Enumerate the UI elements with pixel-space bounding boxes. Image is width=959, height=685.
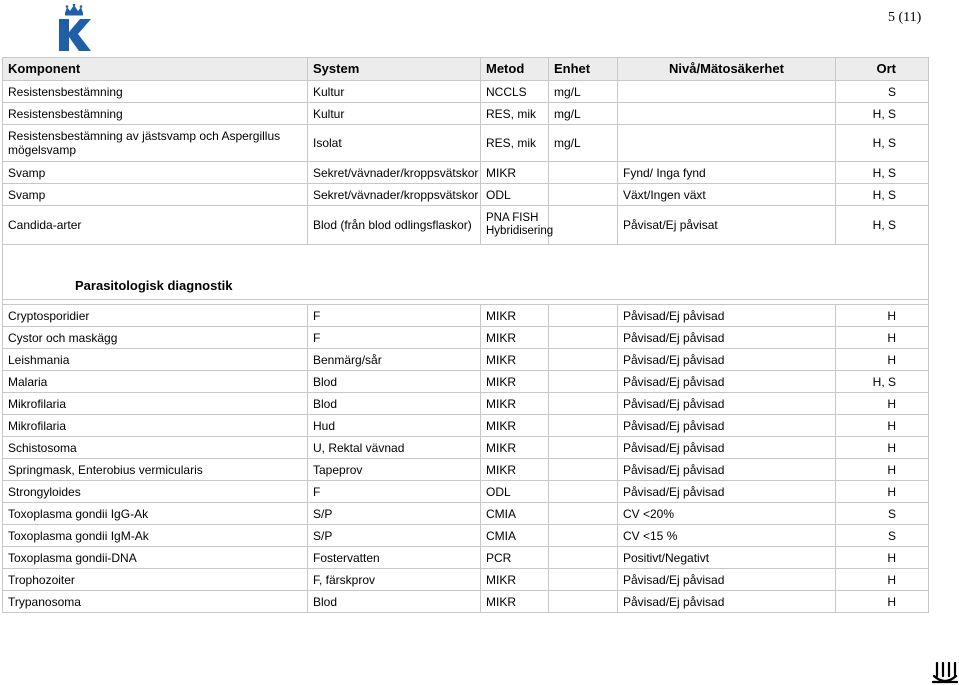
header-metod: Metod — [481, 58, 549, 81]
cell-system: Blod — [308, 393, 481, 415]
cell-ort: H, S — [836, 206, 929, 245]
cell-metod: MIKR — [481, 415, 549, 437]
cell-enhet — [549, 547, 618, 569]
cell-ort: H, S — [836, 103, 929, 125]
table-row — [3, 162, 929, 184]
table-row — [3, 459, 929, 481]
cell-system: Blod — [308, 591, 481, 613]
cell-enhet — [549, 327, 618, 349]
cell-system: Fostervatten — [308, 547, 481, 569]
cell-metod: CMIA — [481, 525, 549, 547]
cell-metod: MIKR — [481, 393, 549, 415]
cell-komponent: Mikrofilaria — [3, 393, 308, 415]
cell-niva: Växt/Ingen växt — [618, 184, 836, 206]
table-row — [3, 125, 929, 162]
cell-niva: Påvisad/Ej påvisad — [618, 327, 836, 349]
cell-komponent: Trypanosoma — [3, 591, 308, 613]
cell-system: Isolat — [308, 125, 481, 162]
cell-ort: H, S — [836, 371, 929, 393]
cell-niva — [618, 103, 836, 125]
cell-metod: MIKR — [481, 305, 549, 327]
cell-niva: Påvisad/Ej påvisad — [618, 371, 836, 393]
cell-enhet — [549, 591, 618, 613]
cell-ort: H — [836, 459, 929, 481]
cell-enhet — [549, 371, 618, 393]
header-enhet: Enhet — [549, 58, 618, 81]
cell-komponent: Trophozoiter — [3, 569, 308, 591]
cell-system: Tapeprov — [308, 459, 481, 481]
cell-metod: MIKR — [481, 591, 549, 613]
table-row — [3, 481, 929, 503]
cell-enhet — [549, 393, 618, 415]
cell-enhet — [549, 569, 618, 591]
cell-ort: H — [836, 393, 929, 415]
cell-niva: Positivt/Negativt — [618, 547, 836, 569]
cell-komponent: Resistensbestämning — [3, 81, 308, 103]
cell-system: F — [308, 305, 481, 327]
cell-komponent: Resistensbestämning av jästsvamp och Aspergillus mögelsvamp — [3, 125, 308, 162]
cell-enhet — [549, 525, 618, 547]
cell-system: F — [308, 481, 481, 503]
karolinska-footer-logo-icon — [932, 662, 958, 684]
table-row — [3, 525, 929, 547]
cell-enhet — [549, 206, 618, 245]
section-header-row — [3, 245, 929, 300]
cell-ort: H — [836, 437, 929, 459]
cell-ort: H — [836, 481, 929, 503]
cell-niva: Påvisad/Ej påvisad — [618, 415, 836, 437]
cell-komponent: Malaria — [3, 371, 308, 393]
cell-enhet — [549, 184, 618, 206]
cell-enhet — [549, 305, 618, 327]
cell-system: Kultur — [308, 103, 481, 125]
cell-enhet — [549, 459, 618, 481]
table-row — [3, 327, 929, 349]
cell-system: Blod (från blod odlingsflaskor) — [308, 206, 481, 245]
cell-metod: MIKR — [481, 162, 549, 184]
cell-niva — [618, 81, 836, 103]
cell-enhet: mg/L — [549, 125, 618, 162]
cell-niva: Påvisad/Ej påvisad — [618, 459, 836, 481]
cell-niva: CV <15 % — [618, 525, 836, 547]
parasitology-table-body — [3, 305, 929, 613]
cell-niva: Fynd/ Inga fynd — [618, 162, 836, 184]
cell-niva: Påvisad/Ej påvisad — [618, 305, 836, 327]
cell-niva: Påvisat/Ej påvisat — [618, 206, 836, 245]
cell-metod: MIKR — [481, 459, 549, 481]
cell-metod: MIKR — [481, 569, 549, 591]
table-row — [3, 103, 929, 125]
cell-niva: Påvisad/Ej påvisad — [618, 591, 836, 613]
cell-system: U, Rektal vävnad — [308, 437, 481, 459]
cell-komponent: Toxoplasma gondii IgG-Ak — [3, 503, 308, 525]
cell-ort: S — [836, 525, 929, 547]
table-row — [3, 81, 929, 103]
cell-system: S/P — [308, 525, 481, 547]
cell-metod: MIKR — [481, 437, 549, 459]
cell-niva: Påvisad/Ej påvisad — [618, 437, 836, 459]
header-komponent: Komponent — [3, 58, 308, 81]
cell-metod: MIKR — [481, 371, 549, 393]
cell-ort: H, S — [836, 162, 929, 184]
table-row — [3, 437, 929, 459]
cell-metod: ODL — [481, 184, 549, 206]
table-header-row — [3, 58, 929, 81]
cell-metod: MIKR — [481, 327, 549, 349]
cell-enhet — [549, 415, 618, 437]
cell-komponent: Strongyloides — [3, 481, 308, 503]
table-row — [3, 393, 929, 415]
table-row — [3, 569, 929, 591]
crown-k-logo-icon — [56, 4, 92, 52]
cell-system: Kultur — [308, 81, 481, 103]
table-row — [3, 349, 929, 371]
cell-enhet — [549, 481, 618, 503]
table-row — [3, 503, 929, 525]
cell-ort: H, S — [836, 125, 929, 162]
cell-niva: Påvisad/Ej påvisad — [618, 349, 836, 371]
table-row — [3, 591, 929, 613]
header-system: System — [308, 58, 481, 81]
cell-ort: H — [836, 415, 929, 437]
cell-ort: H — [836, 305, 929, 327]
table-row — [3, 547, 929, 569]
cell-komponent: Toxoplasma gondii IgM-Ak — [3, 525, 308, 547]
table-row — [3, 184, 929, 206]
cell-metod: MIKR — [481, 349, 549, 371]
cell-metod: RES, mik — [481, 103, 549, 125]
cell-enhet: mg/L — [549, 81, 618, 103]
table-row — [3, 206, 929, 245]
cell-system: S/P — [308, 503, 481, 525]
table-row — [3, 305, 929, 327]
cell-komponent: Svamp — [3, 162, 308, 184]
cell-komponent: Schistosoma — [3, 437, 308, 459]
cell-ort: H — [836, 569, 929, 591]
cell-enhet — [549, 437, 618, 459]
section-title: Parasitologisk diagnostik — [3, 245, 929, 300]
cell-metod: ODL — [481, 481, 549, 503]
cell-ort: H — [836, 591, 929, 613]
cell-ort: S — [836, 503, 929, 525]
cell-komponent: Toxoplasma gondii-DNA — [3, 547, 308, 569]
page-number: 5 (11) — [888, 10, 922, 25]
cell-system: Hud — [308, 415, 481, 437]
cell-enhet: mg/L — [549, 103, 618, 125]
cell-komponent: Resistensbestämning — [3, 103, 308, 125]
cell-komponent: Springmask, Enterobius vermicularis — [3, 459, 308, 481]
cell-niva: Påvisad/Ej påvisad — [618, 481, 836, 503]
cell-ort: H — [836, 349, 929, 371]
table-row — [3, 371, 929, 393]
cell-ort: H — [836, 327, 929, 349]
cell-system: Sekret/vävnader/kroppsvätskor — [308, 184, 481, 206]
cell-metod: CMIA — [481, 503, 549, 525]
cell-niva: CV <20% — [618, 503, 836, 525]
table-row — [3, 415, 929, 437]
cell-enhet — [549, 349, 618, 371]
cell-system: Benmärg/sår — [308, 349, 481, 371]
cell-komponent: Svamp — [3, 184, 308, 206]
cell-enhet — [549, 503, 618, 525]
cell-ort: H, S — [836, 184, 929, 206]
cell-niva — [618, 125, 836, 162]
cell-metod: PNA FISH Hybridisering — [481, 206, 549, 245]
cell-komponent: Mikrofilaria — [3, 415, 308, 437]
cell-ort: S — [836, 81, 929, 103]
cell-komponent: Cystor och maskägg — [3, 327, 308, 349]
cell-niva: Påvisad/Ej påvisad — [618, 569, 836, 591]
cell-metod: NCCLS — [481, 81, 549, 103]
cell-system: Sekret/vävnader/kroppsvätskor — [308, 162, 481, 184]
cell-system: F, färskprov — [308, 569, 481, 591]
cell-metod: PCR — [481, 547, 549, 569]
cell-komponent: Cryptosporidier — [3, 305, 308, 327]
analysis-table — [2, 57, 929, 613]
cell-niva: Påvisad/Ej påvisad — [618, 393, 836, 415]
cell-enhet — [549, 162, 618, 184]
header-niva: Nivå/Mätosäkerhet — [618, 58, 836, 81]
header-ort: Ort — [836, 58, 929, 81]
cell-system: Blod — [308, 371, 481, 393]
cell-system: F — [308, 327, 481, 349]
cell-komponent: Leishmania — [3, 349, 308, 371]
cell-komponent: Candida-arter — [3, 206, 308, 245]
cell-metod: RES, mik — [481, 125, 549, 162]
cell-ort: H — [836, 547, 929, 569]
